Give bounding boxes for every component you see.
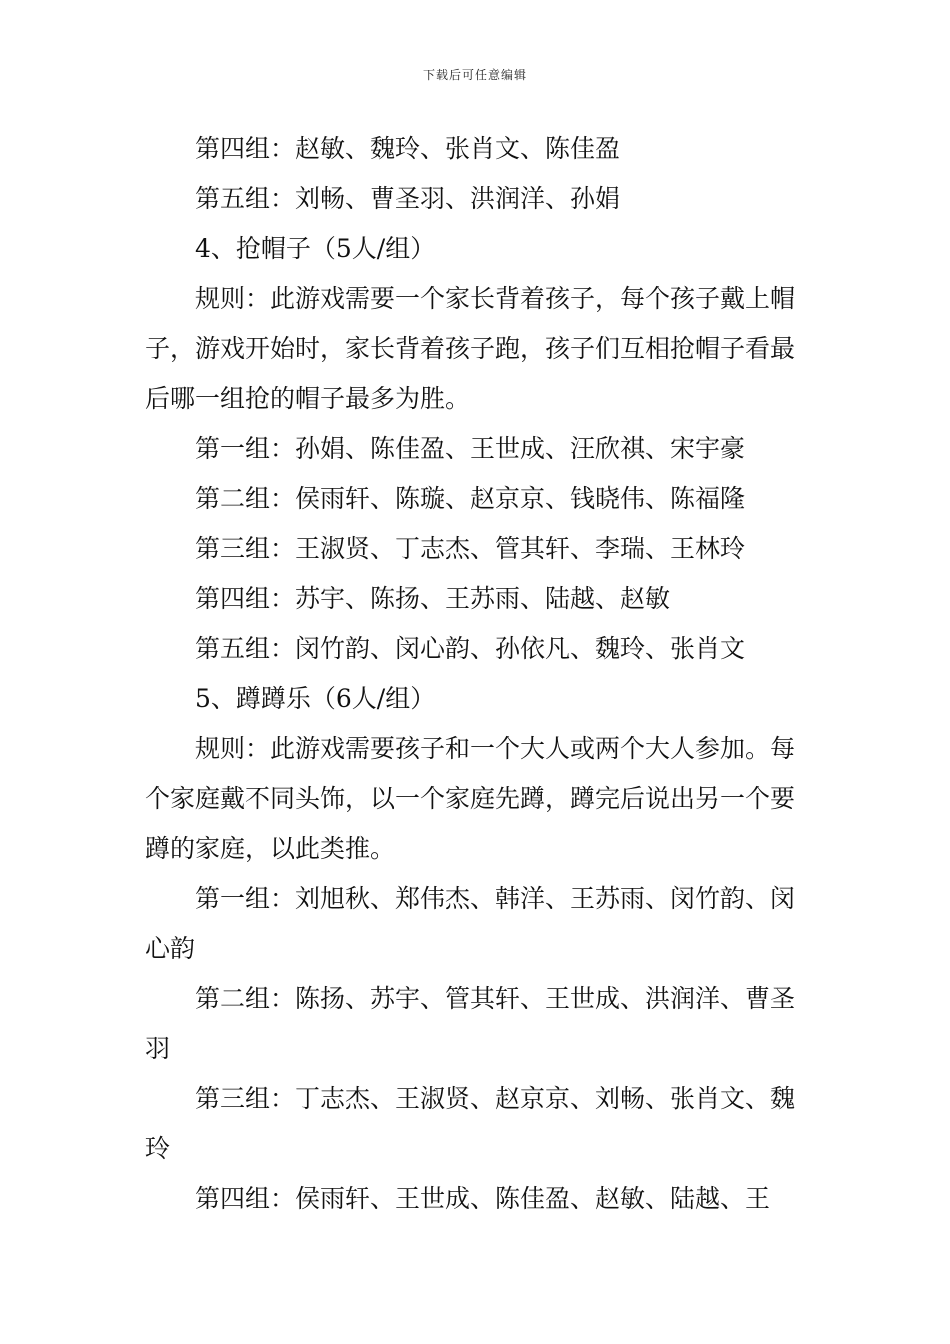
paragraph: 第四组：侯雨轩、王世成、陈佳盈、赵敏、陆越、王 bbox=[195, 1184, 771, 1213]
section-heading: 5、蹲蹲乐（6人/组） bbox=[195, 684, 436, 713]
paragraph: 第一组：孙娟、陈佳盈、王世成、汪欣祺、宋宇豪 bbox=[195, 434, 746, 463]
paragraph: 第四组：赵敏、魏玲、张肖文、陈佳盈 bbox=[195, 134, 621, 163]
paragraph: 第四组：苏宇、陈扬、王苏雨、陆越、赵敏 bbox=[195, 584, 671, 613]
paragraph: 第五组：闵竹韵、闵心韵、孙依凡、魏玲、张肖文 bbox=[195, 634, 746, 663]
section-heading: 4、抢帽子（5人/组） bbox=[195, 234, 436, 263]
paragraph: 第一组：刘旭秋、郑伟杰、韩洋、王苏雨、闵竹韵、闵心韵 bbox=[145, 884, 796, 963]
paragraph: 第五组：刘畅、曹圣羽、洪润洋、孙娟 bbox=[195, 184, 621, 213]
paragraph: 规则：此游戏需要一个家长背着孩子，每个孩子戴上帽子，游戏开始时，家长背着孩子跑，孩子们互相抢帽子看最后哪一组抢的帽子最多为胜。 bbox=[145, 284, 796, 413]
document-body bbox=[145, 124, 807, 1224]
paragraph: 规则：此游戏需要孩子和一个大人或两个大人参加。每个家庭戴不同头饰，以一个家庭先蹲，蹲完后说出另一个要蹲的家庭，以此类推。 bbox=[145, 734, 796, 863]
paragraph: 第二组：侯雨轩、陈璇、赵京京、钱晓伟、陈福隆 bbox=[195, 484, 746, 513]
paragraph: 第三组：丁志杰、王淑贤、赵京京、刘畅、张肖文、魏玲 bbox=[145, 1084, 796, 1163]
paragraph: 第三组：王淑贤、丁志杰、管其轩、李瑞、王林玲 bbox=[195, 534, 746, 563]
page-header: 下载后可任意编辑 bbox=[422, 68, 527, 82]
paragraph: 第二组：陈扬、苏宇、管其轩、王世成、洪润洋、曹圣羽 bbox=[145, 984, 796, 1063]
